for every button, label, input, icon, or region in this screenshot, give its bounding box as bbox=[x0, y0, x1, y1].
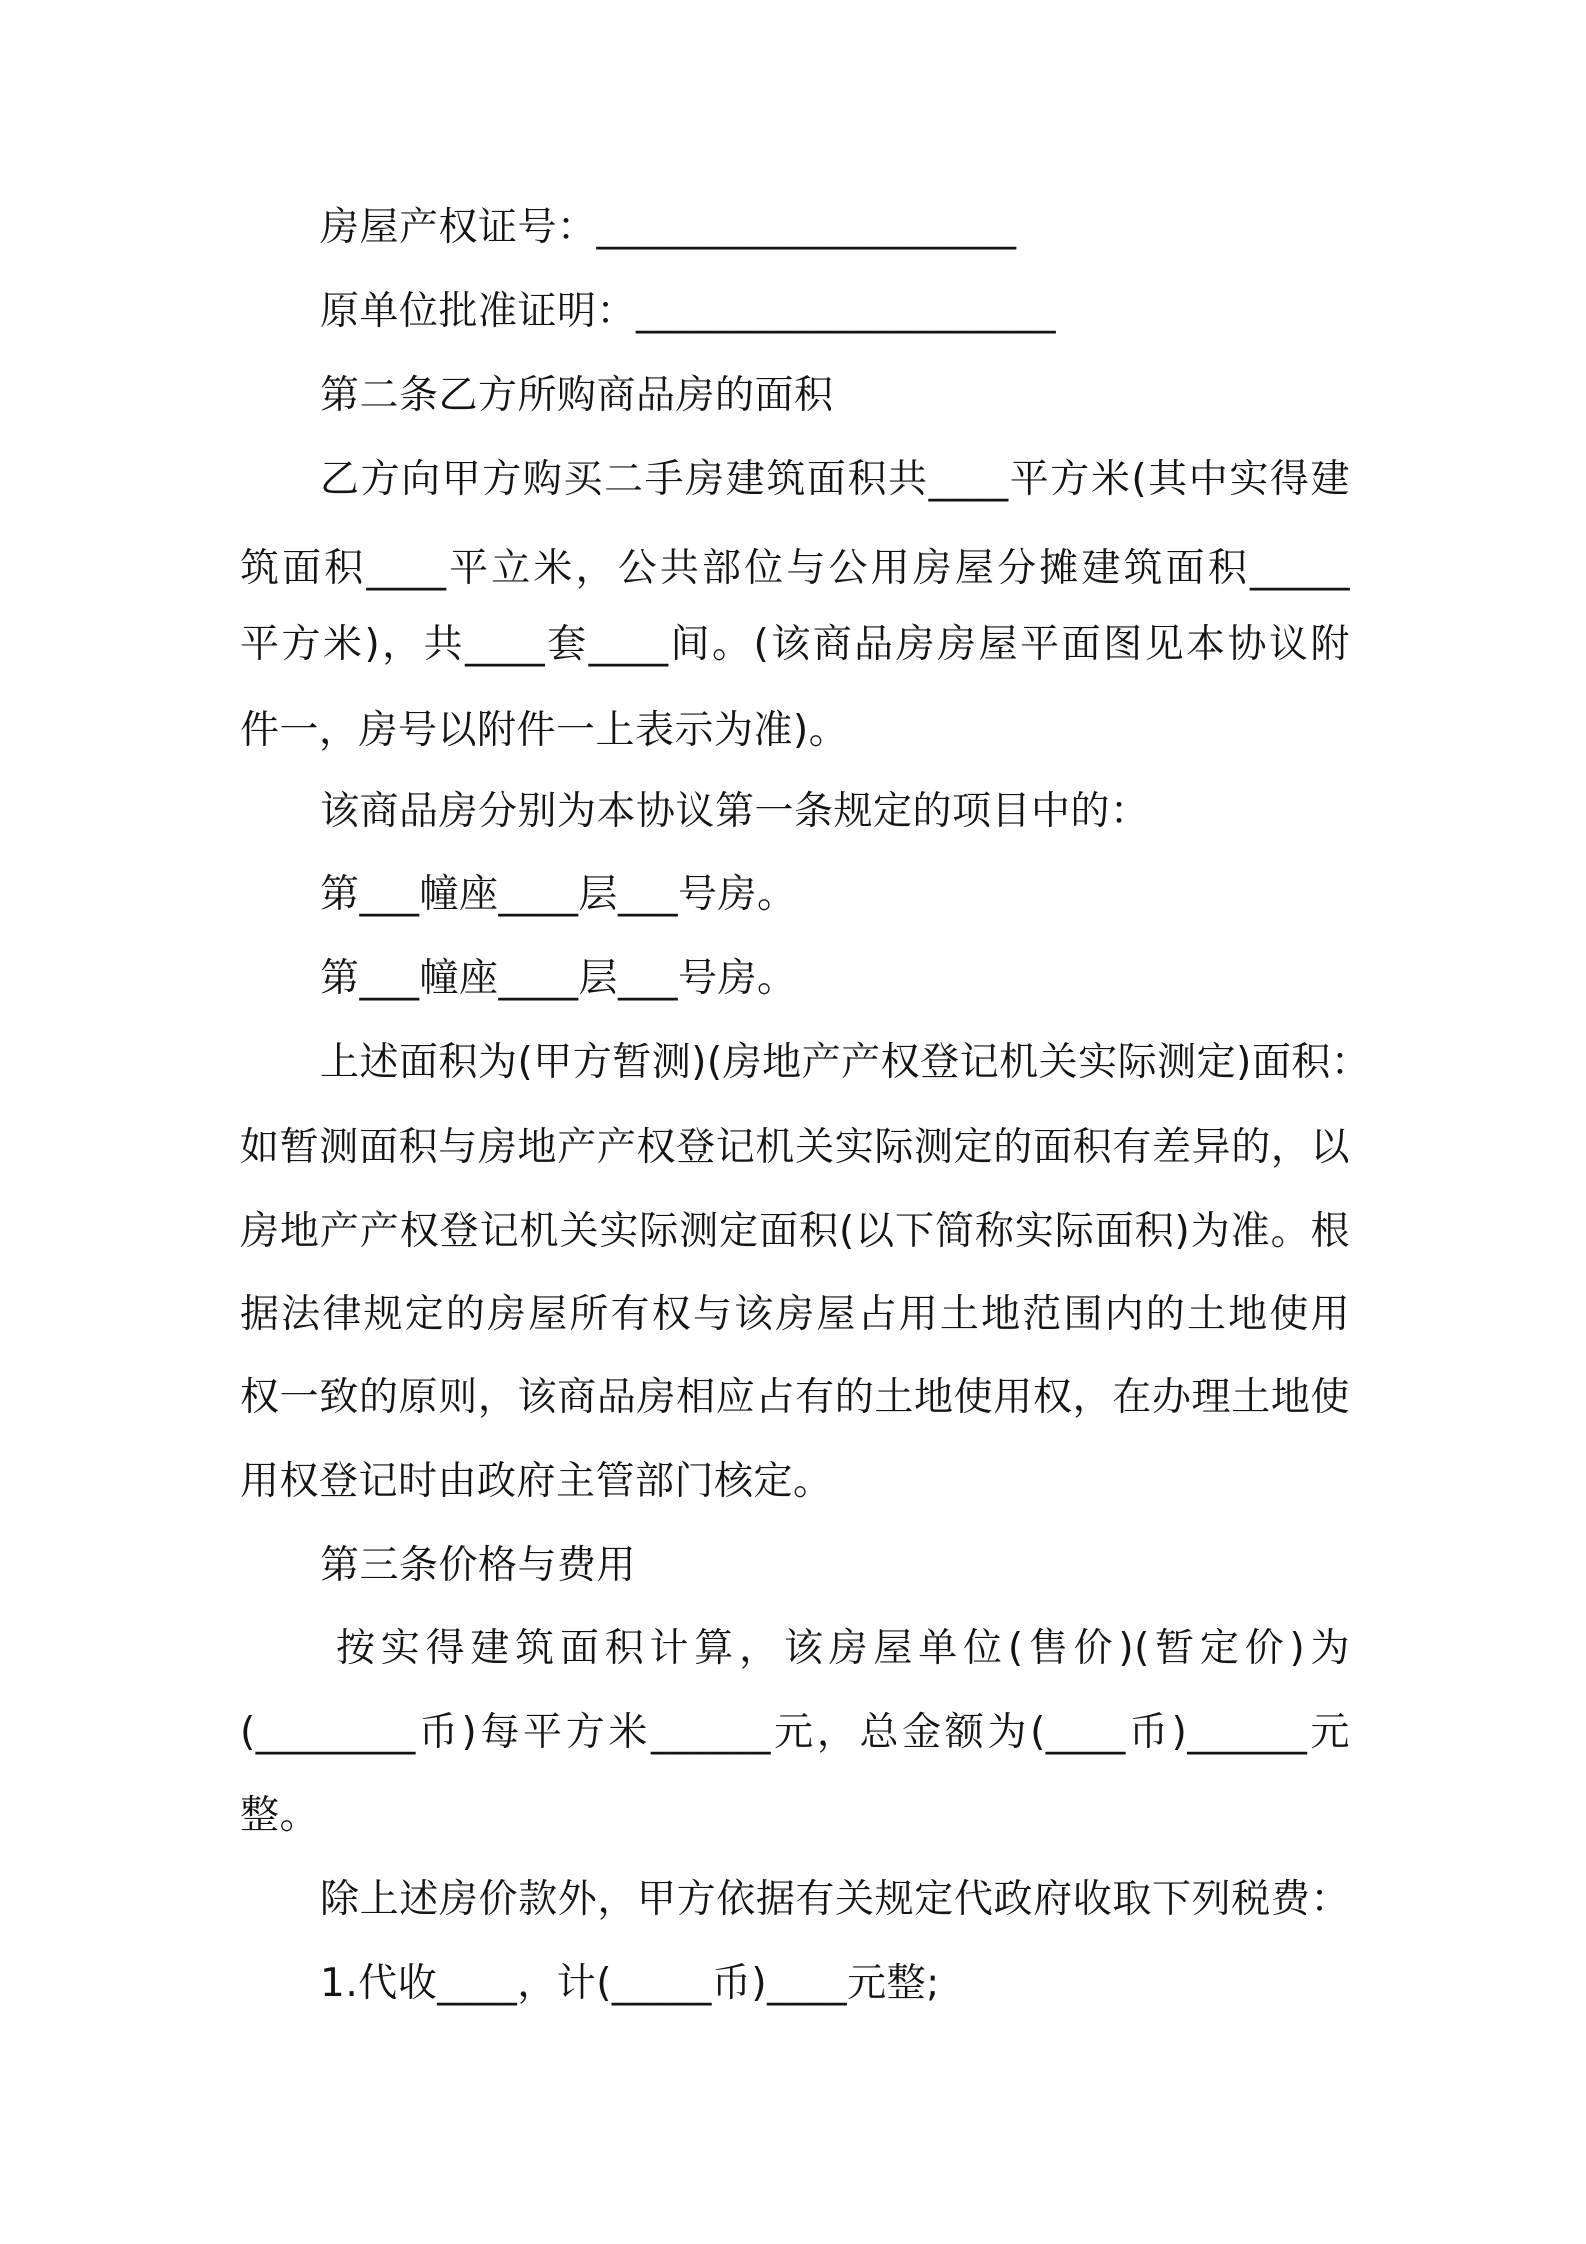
article-two-paragraph-line-3: 平方米)，共____套____间。(该商品房房屋平面图见本协议附 bbox=[240, 622, 1350, 667]
price-paragraph-line-3: 整。 bbox=[240, 1793, 320, 1838]
area-paragraph-line-2: 如暂测面积与房地产产权登记机关实际测定的面积有差异的，以 bbox=[240, 1125, 1350, 1170]
commodity-house-project-line: 该商品房分别为本协议第一条规定的项目中的： bbox=[320, 789, 1150, 834]
property-certificate-number-line: 房屋产权证号：_____________________ bbox=[320, 205, 1017, 250]
article-two-paragraph-line-4: 件一，房号以附件一上表示为准)。 bbox=[240, 708, 849, 753]
article-three-heading: 第三条价格与费用 bbox=[320, 1543, 637, 1588]
price-paragraph-line-2: (________币)每平方米______元，总金额为(____币)______元 bbox=[240, 1710, 1350, 1755]
area-paragraph-line-5: 权一致的原则，该商品房相应占有的土地使用权，在办理土地使 bbox=[240, 1375, 1350, 1420]
article-two-heading: 第二条乙方所购商品房的面积 bbox=[320, 373, 834, 418]
unit-location-line-2: 第___幢座____层___号房。 bbox=[320, 956, 797, 1001]
area-paragraph-line-4: 据法律规定的房屋所有权与该房屋占用土地范围内的土地使用 bbox=[240, 1292, 1350, 1337]
tax-fee-item-1-line: 1.代收____，计(_____币)____元整; bbox=[320, 1961, 940, 2006]
area-paragraph-line-6: 用权登记时由政府主管部门核定。 bbox=[240, 1459, 833, 1504]
area-paragraph-line-3: 房地产产权登记机关实际测定面积(以下简称实际面积)为准。根 bbox=[240, 1209, 1350, 1254]
unit-location-line-1: 第___幢座____层___号房。 bbox=[320, 872, 797, 917]
price-paragraph-line-1: 按实得建筑面积计算，该房屋单位(售价)(暂定价)为 bbox=[336, 1626, 1350, 1671]
article-two-paragraph-line-1: 乙方向甲方购买二手房建筑面积共____平方米(其中实得建 bbox=[320, 457, 1350, 502]
area-paragraph-line-1: 上述面积为(甲方暂测)(房地产产权登记机关实际测定)面积： bbox=[320, 1040, 1371, 1085]
original-unit-approval-line: 原单位批准证明：_____________________ bbox=[320, 289, 1057, 334]
article-two-paragraph-line-2: 筑面积____平立米，公共部位与公用房屋分摊建筑面积_____ bbox=[240, 546, 1350, 591]
tax-fee-intro-line: 除上述房价款外，甲方依据有关规定代政府收取下列税费： bbox=[320, 1877, 1350, 1922]
